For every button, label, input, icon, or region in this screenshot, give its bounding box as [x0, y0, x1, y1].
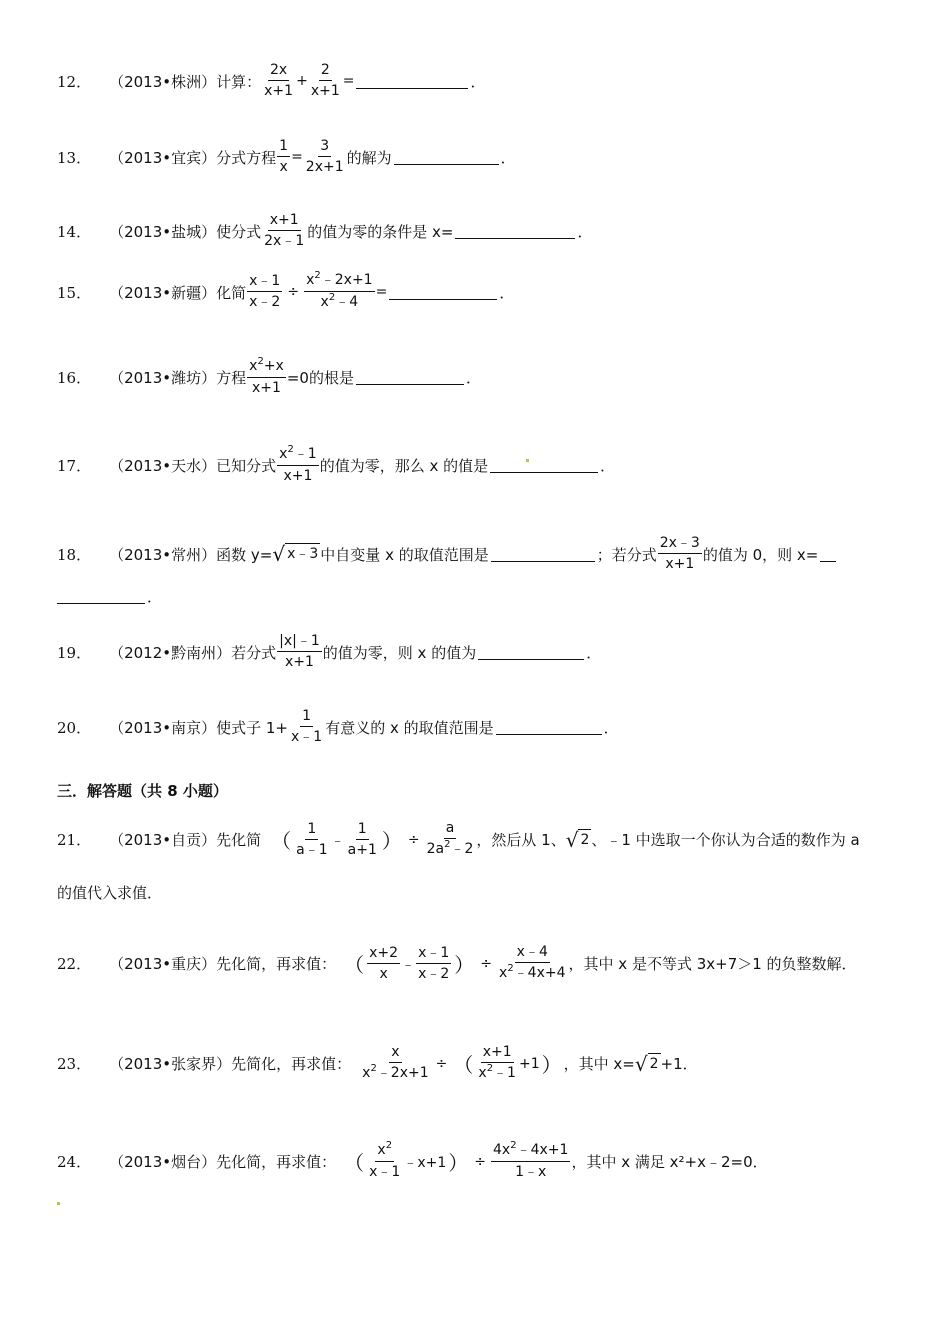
denominator: x	[279, 159, 288, 175]
radical-sign: √	[634, 1051, 648, 1076]
denominator: x+1	[665, 556, 695, 572]
denominator	[476, 1063, 518, 1083]
stray-dot	[57, 1202, 60, 1205]
answer-blank[interactable]	[394, 150, 499, 165]
numerator: x﹣4	[515, 944, 550, 963]
period: ．	[600, 457, 616, 475]
term: ﹣x+1	[403, 1154, 447, 1171]
question-text: 先化简，再求值：	[216, 1153, 337, 1171]
question-source: （2013•株洲）	[109, 72, 217, 91]
answer-blank[interactable]	[57, 589, 145, 604]
term: ﹣1	[493, 1065, 516, 1081]
question-text: 函数 y=	[216, 545, 273, 564]
numerator: 2	[319, 62, 332, 81]
numerator: 2x﹣3	[658, 535, 702, 554]
question-text: 化简	[216, 283, 247, 302]
square-root	[635, 1053, 661, 1075]
question-18-continued	[57, 586, 162, 607]
left-paren: （	[344, 1151, 365, 1175]
right-paren: ）	[381, 829, 402, 853]
operator: +	[296, 73, 308, 89]
operator: ÷	[407, 831, 420, 848]
term: x	[362, 1065, 371, 1081]
operator: =	[342, 73, 355, 89]
fraction	[304, 272, 375, 312]
question-text: ；若分式	[596, 545, 657, 564]
fraction	[416, 945, 451, 983]
question-number: 24．	[57, 1153, 92, 1171]
numerator: x+1	[268, 212, 301, 231]
answer-blank[interactable]	[389, 285, 497, 300]
denominator: x+1	[283, 468, 313, 484]
numerator: x+1	[481, 1044, 514, 1063]
question-17	[57, 446, 615, 485]
numerator: x+2	[367, 945, 400, 964]
question-source: （2013•常州）	[109, 545, 217, 564]
denominator: x+1	[284, 654, 314, 670]
question-14	[57, 212, 592, 250]
answer-blank[interactable]	[491, 547, 595, 562]
fraction	[247, 273, 282, 311]
question-22	[57, 944, 857, 983]
fraction	[658, 535, 702, 573]
fraction	[277, 138, 290, 176]
question-number: 21．	[57, 831, 92, 849]
term: x	[279, 446, 288, 462]
term: x	[320, 294, 329, 310]
exponent: 2	[287, 444, 294, 455]
question-source: （2013•盐城）	[109, 222, 217, 241]
question-source: （2013•潍坊）	[109, 369, 217, 387]
period: ．	[603, 718, 619, 737]
question-24	[57, 1142, 768, 1181]
question-text: 分式方程	[216, 148, 277, 167]
term: x	[499, 965, 508, 981]
question-text: 的值为零，则 x 的值为	[322, 643, 477, 662]
term: x	[306, 272, 315, 288]
exponent: 2	[444, 839, 451, 850]
fraction	[277, 633, 322, 671]
answer-blank[interactable]	[820, 547, 836, 562]
radicand: 2	[578, 829, 591, 851]
exponent: 2	[314, 270, 321, 281]
period: ．	[500, 148, 516, 167]
numerator	[491, 1142, 570, 1162]
answer-blank[interactable]	[356, 74, 468, 89]
question-number: 12．	[57, 72, 92, 91]
question-source: （2012•黔南州）	[109, 643, 232, 662]
exponent: 2	[328, 292, 336, 303]
question-text: 的值为零的条件是 x=	[307, 222, 454, 241]
fraction	[346, 821, 379, 859]
operator: ÷	[435, 1055, 448, 1072]
numerator: 1	[300, 708, 313, 727]
numerator: 1	[277, 138, 290, 157]
numerator	[247, 358, 286, 378]
numerator	[277, 446, 319, 466]
fraction	[491, 1142, 570, 1181]
question-text: +1．	[660, 1055, 698, 1073]
question-number: 20．	[57, 718, 92, 737]
radical-sign: √	[272, 542, 286, 566]
denominator	[497, 963, 568, 983]
period: ．	[577, 222, 593, 241]
numerator: x﹣1	[247, 273, 282, 292]
denominator: x+1	[252, 380, 281, 396]
question-source: （2013•重庆）	[109, 955, 217, 973]
term: ﹣1	[293, 446, 317, 462]
question-12	[57, 62, 486, 100]
denominator: a﹣1	[296, 841, 328, 858]
denominator	[319, 292, 361, 312]
exponent: 2	[370, 1063, 377, 1074]
question-number: 23．	[57, 1055, 92, 1073]
question-text: 若分式	[231, 643, 277, 662]
fraction	[476, 1044, 518, 1083]
question-19	[57, 633, 601, 671]
question-20	[57, 708, 619, 746]
term: ﹣2x+1	[376, 1065, 429, 1081]
answer-blank[interactable]	[490, 458, 598, 473]
question-text: ，然后从 1、	[476, 831, 566, 849]
denominator: a+1	[347, 841, 377, 858]
period: ．	[586, 643, 602, 662]
exponent: 2	[507, 963, 514, 974]
left-paren: （	[344, 953, 365, 977]
term: ﹣4x+4	[513, 965, 566, 981]
denominator: 2x+1	[305, 159, 344, 175]
question-source: （2013•新疆）	[109, 283, 217, 302]
question-source: （2013•自贡）	[109, 831, 217, 849]
fraction	[289, 708, 324, 746]
question-text: 方程	[216, 369, 247, 387]
radical-sign: √	[565, 827, 579, 852]
numerator: 2x	[268, 62, 289, 81]
answer-blank[interactable]	[478, 645, 584, 660]
question-text: 先化简	[216, 831, 262, 849]
question-text: ，其中 x 是不等式 3x+7＞1 的负整数解．	[568, 955, 857, 973]
fraction	[497, 944, 568, 983]
question-number: 15．	[57, 283, 92, 302]
question-21	[57, 820, 860, 859]
period: ．	[147, 588, 163, 606]
denominator: x+1	[310, 83, 340, 99]
question-21-continued	[57, 882, 162, 903]
denominator: 1﹣x	[515, 1164, 547, 1180]
fraction	[304, 138, 346, 176]
numerator: 1	[305, 821, 318, 840]
radicand: x﹣3	[285, 543, 320, 565]
term: ﹣2	[450, 841, 474, 857]
period: ．	[470, 72, 486, 91]
right-paren: ）	[448, 1151, 469, 1175]
section-heading: 三．解答题（共 8 小题）	[57, 782, 228, 800]
question-text: 先简化，再求值：	[231, 1055, 352, 1073]
term: +1	[518, 1055, 540, 1072]
denominator	[425, 839, 476, 859]
numerator: 1	[356, 821, 369, 840]
radicand: 2	[648, 1053, 661, 1075]
exponent: 2	[257, 356, 264, 367]
question-text: 先化简，再求值：	[216, 955, 337, 973]
operator: ÷	[287, 284, 300, 300]
question-source: （2013•烟台）	[109, 1153, 217, 1171]
term: +x	[263, 358, 284, 374]
answer-blank[interactable]	[455, 224, 575, 239]
operator: ﹣	[401, 956, 416, 973]
question-number: 19．	[57, 643, 92, 662]
numerator	[304, 272, 375, 292]
question-text: 使分式	[216, 222, 262, 241]
question-text: 有意义的 x 的取值范围是	[325, 718, 494, 737]
fraction	[262, 62, 295, 100]
term: x	[478, 1065, 487, 1081]
question-text: 的值代入求值．	[57, 884, 163, 902]
denominator: x﹣2	[249, 294, 281, 310]
question-13	[57, 138, 516, 176]
question-number: 17．	[57, 457, 92, 475]
numerator: x﹣1	[416, 945, 451, 964]
square-root	[272, 543, 320, 565]
question-source: （2013•南京）	[109, 718, 217, 737]
question-text: 使式子 1+	[216, 718, 289, 737]
right-paren: ）	[541, 1053, 562, 1077]
operator: =	[291, 149, 303, 165]
question-23	[57, 1044, 698, 1083]
denominator: x+1	[264, 83, 294, 99]
numerator: a	[444, 820, 457, 839]
period: ．	[499, 283, 515, 302]
question-source: （2013•宜宾）	[109, 148, 217, 167]
numerator: |x|﹣1	[277, 633, 322, 652]
term: ﹣2x+1	[320, 272, 373, 288]
question-text: 中自变量 x 的取值范围是	[320, 545, 489, 564]
square-root	[566, 829, 592, 851]
exponent: 2	[385, 1140, 393, 1151]
stray-dot	[526, 459, 529, 462]
question-text: 、﹣1 中选取一个你认为合适的数作为 a	[591, 831, 860, 849]
operator: =	[375, 284, 388, 300]
term: ﹣4	[335, 294, 359, 310]
denominator: x﹣1	[369, 1164, 401, 1180]
fraction	[367, 945, 400, 983]
denominator: x﹣1	[291, 729, 323, 745]
question-text: 已知分式	[216, 457, 277, 475]
fraction	[277, 446, 319, 485]
denominator: 2x﹣1	[264, 233, 305, 249]
question-16	[57, 358, 481, 397]
operator: ÷	[480, 955, 493, 972]
question-number: 18．	[57, 545, 92, 564]
period: ．	[465, 369, 481, 387]
fraction	[360, 1044, 431, 1083]
denominator: x	[379, 965, 388, 982]
question-text: =0的根是	[286, 369, 354, 387]
left-paren: （	[271, 829, 292, 853]
question-text: 计算：	[216, 72, 262, 91]
denominator	[360, 1063, 431, 1083]
question-number: 14．	[57, 222, 92, 241]
exponent: 2	[510, 1140, 517, 1151]
question-text: 的解为	[346, 148, 392, 167]
question-text: ，其中 x=	[563, 1055, 635, 1073]
denominator: x﹣2	[418, 965, 450, 982]
fraction	[367, 1142, 402, 1181]
question-number: 13．	[57, 148, 92, 167]
answer-blank[interactable]	[356, 370, 464, 385]
numerator: 3	[318, 138, 331, 157]
right-paren: ）	[454, 953, 475, 977]
exponent: 2	[486, 1063, 494, 1074]
fraction	[247, 358, 286, 397]
term: ﹣4x+1	[516, 1142, 569, 1158]
question-source: （2013•天水）	[109, 457, 217, 475]
question-15	[57, 272, 514, 312]
term: 4x	[493, 1142, 511, 1158]
fraction	[262, 212, 306, 250]
question-text: ，其中 x 满足 x²+x﹣2=0．	[571, 1153, 768, 1171]
numerator: x	[389, 1044, 401, 1063]
term: x	[377, 1142, 386, 1158]
question-source: （2013•张家界）	[109, 1055, 232, 1073]
question-text: 的值为零，那么 x 的值是	[319, 457, 489, 475]
left-paren: （	[453, 1053, 474, 1077]
answer-blank[interactable]	[496, 720, 602, 735]
question-18	[57, 535, 838, 573]
operator: ÷	[474, 1153, 487, 1170]
operator: ﹣	[330, 832, 345, 849]
fraction	[294, 821, 330, 859]
question-number: 22．	[57, 955, 92, 973]
term: 2a	[426, 841, 445, 857]
question-text: 的值为 0，则 x=	[702, 545, 819, 564]
numerator	[375, 1142, 394, 1162]
term: x	[249, 358, 258, 374]
fraction	[309, 62, 342, 100]
fraction	[425, 820, 476, 859]
question-number: 16．	[57, 369, 92, 387]
